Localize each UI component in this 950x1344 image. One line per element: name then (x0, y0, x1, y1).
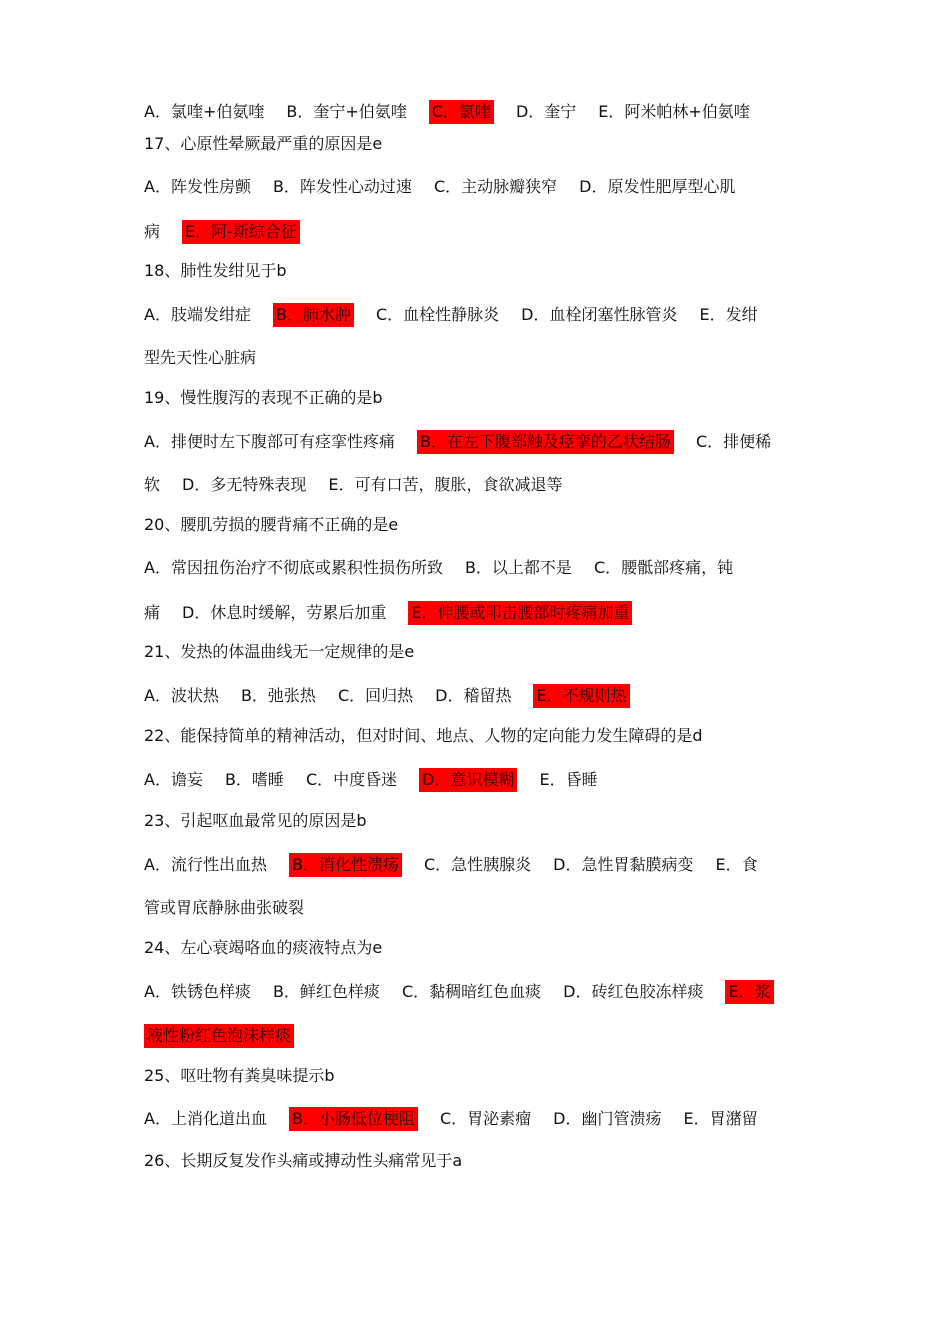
question-text: 22、能保持简单的精神活动，但对时间、地点、人物的定向能力发生障碍的是d (144, 726, 703, 745)
highlighted-answer: B．小肠低位梗阻 (289, 1107, 418, 1131)
answer-line (144, 557, 810, 579)
option-text: 病 (144, 222, 161, 241)
option-text: 痛 (144, 603, 161, 622)
option-text: D．急性胃黏膜病变 (553, 855, 694, 874)
option-text: B．嗜睡 (224, 770, 284, 789)
option-text: C．腰骶部疼痛，钝 (593, 558, 734, 577)
option-text: A．肢端发绀症 (144, 305, 251, 324)
highlighted-answer: D．意识模糊 (419, 768, 517, 792)
option-text: A．波状热 (144, 686, 219, 705)
highlighted-answer: E．伸腰或叩击腰部时疼痛加重 (408, 601, 632, 625)
option-text: D．稽留热 (435, 686, 512, 705)
option-text: C．黏稠暗红色血痰 (401, 982, 542, 1001)
option-text: 型先天性心脏病 (144, 348, 257, 367)
answer-line (144, 100, 810, 124)
option-text: A．阵发性房颤 (144, 177, 251, 196)
question-line (144, 514, 810, 536)
question-text: 26、长期反复发作头痛或搏动性头痛常见于a (144, 1151, 463, 1170)
question-text: 25、呕吐物有粪臭味提示b (144, 1066, 335, 1085)
option-text: D．多无特殊表现 (182, 475, 307, 494)
option-text: B．阵发性心动过速 (272, 177, 412, 196)
answer-line (144, 474, 810, 496)
option-text: D．休息时缓解，劳累后加重 (182, 603, 387, 622)
question-text: 23、引起呕血最常见的原因是b (144, 811, 367, 830)
highlighted-answer: E．阿-斯综合征 (182, 220, 300, 244)
highlighted-answer: B．消化性溃疡 (289, 853, 402, 877)
answer-line (144, 897, 810, 919)
question-line (144, 725, 810, 747)
option-text: C．排便稀 (695, 432, 772, 451)
highlighted-answer: B．在左下腹部触及痉挛的乙状结肠 (417, 430, 674, 454)
answer-line (144, 430, 810, 454)
option-text: C．胃泌素瘤 (439, 1109, 532, 1128)
option-text: A．上消化道出血 (144, 1109, 267, 1128)
question-text: 19、慢性腹泻的表现不正确的是b (144, 388, 383, 407)
option-text: A．排便时左下腹部可有痉挛性疼痛 (144, 432, 395, 451)
option-text: 软 (144, 475, 161, 494)
answer-line (144, 684, 810, 708)
question-line (144, 641, 810, 663)
option-text: A．铁锈色样痰 (144, 982, 251, 1001)
answer-line (144, 853, 810, 877)
answer-line (144, 768, 810, 792)
option-text: E．胃潴留 (683, 1109, 758, 1128)
option-text: E．可有口苦，腹胀，食欲减退等 (328, 475, 563, 494)
option-text: A．流行性出血热 (144, 855, 267, 874)
question-line (144, 133, 810, 155)
answer-line (144, 601, 810, 625)
option-text: A．氯喹+伯氨喹 (144, 102, 265, 121)
answer-line (144, 220, 810, 244)
question-text: 21、发热的体温曲线无一定规律的是e (144, 642, 415, 661)
option-text: E．阿米帕林+伯氨喹 (598, 102, 750, 121)
option-text: C．主动脉瓣狭窄 (433, 177, 558, 196)
question-text: 20、腰肌劳损的腰背痛不正确的是e (144, 515, 399, 534)
option-text: B．奎宁+伯氨喹 (286, 102, 407, 121)
option-text: D．原发性肥厚型心肌 (579, 177, 736, 196)
option-text: D．血栓闭塞性脉管炎 (521, 305, 678, 324)
option-text: C．回归热 (337, 686, 414, 705)
question-line (144, 1150, 810, 1172)
question-text: 24、左心衰竭咯血的痰液特点为e (144, 938, 383, 957)
option-text: A．谵妄 (144, 770, 203, 789)
answer-line (144, 1024, 810, 1048)
question-line (144, 810, 810, 832)
option-text: C．中度昏迷 (305, 770, 398, 789)
answer-line (144, 980, 810, 1004)
answer-line (144, 1107, 810, 1131)
option-text: E．昏睡 (539, 770, 598, 789)
option-text: B．鲜红色样痰 (272, 982, 380, 1001)
option-text: B．弛张热 (240, 686, 316, 705)
question-line (144, 1065, 810, 1087)
answer-line (144, 347, 810, 369)
question-line (144, 260, 810, 282)
question-line (144, 387, 810, 409)
highlighted-answer: E．浆 (725, 980, 773, 1004)
option-text: D．砖红色胶冻样痰 (563, 982, 704, 1001)
answer-line (144, 176, 810, 198)
question-text: 17、心原性晕厥最严重的原因是e (144, 134, 383, 153)
option-text: D．奎宁 (515, 102, 577, 121)
option-text: E．发绀 (699, 305, 758, 324)
answer-line (144, 303, 810, 327)
option-text: C．血栓性静脉炎 (375, 305, 500, 324)
question-text: 18、肺性发绀见于b (144, 261, 287, 280)
option-text: D．幽门管溃疡 (553, 1109, 662, 1128)
option-text: 管或胃底静脉曲张破裂 (144, 898, 305, 917)
option-text: E．食 (715, 855, 758, 874)
option-text: B．以上都不是 (464, 558, 572, 577)
option-text: C．急性胰腺炎 (423, 855, 532, 874)
question-line (144, 937, 810, 959)
option-text: A．常因扭伤治疗不彻底或累积性损伤所致 (144, 558, 443, 577)
highlighted-answer: C．氯喹 (429, 100, 494, 124)
highlighted-answer: E．不规则热 (533, 684, 629, 708)
highlighted-answer: B．肺水肿 (273, 303, 354, 327)
highlighted-answer: 液性粉红色泡沫样痰 (144, 1024, 294, 1048)
